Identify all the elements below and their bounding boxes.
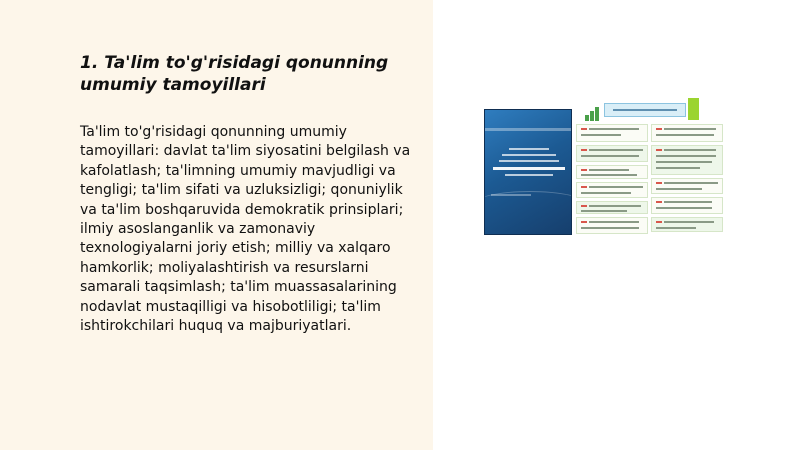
slide-body-text: Ta'lim to'g'risidagi qonunning umumiy tamoyillari: davlat ta'lim siyosatini belgilash va kafolatlash; ta'limning umumiy mavjudligi va tengligi; ta'lim sifati va uzluksizligi; qonuniylik va ta'lim boshqaruvida demokratik prinsiplari; ilmiy asoslanganlik va zamonaviy texnologiyalarni joriy etish; milliy va xalqaro hamkorlik; moliyalashtirish va resurslarni samarali taqsimlash; ta'lim muassasalarining nodavlat mustaqilligi va hisobotliligi; ta'lim ishtirokchilari huquq va majburiyatlari. <box>80 124 411 335</box>
law-infographic-image <box>484 98 724 236</box>
diagram-card <box>576 145 648 162</box>
diagram-card <box>651 197 723 214</box>
green-accent-bar <box>688 98 699 120</box>
law-book-cover-image <box>484 109 572 235</box>
diagram-card <box>576 201 648 214</box>
bar-chart-icon <box>585 107 601 121</box>
diagram-card <box>651 178 723 194</box>
diagram-card <box>651 145 723 175</box>
diagram-card <box>576 165 648 179</box>
diagram-card <box>651 124 723 142</box>
diagram-header-box <box>604 103 686 117</box>
slide-title: 1. Ta'lim to'g'risidagi qonunning umumiy tamoyillari <box>80 53 389 95</box>
diagram-card <box>576 217 648 234</box>
diagram-card <box>576 124 648 142</box>
diagram-card <box>651 217 723 232</box>
diagram-card <box>576 182 648 198</box>
